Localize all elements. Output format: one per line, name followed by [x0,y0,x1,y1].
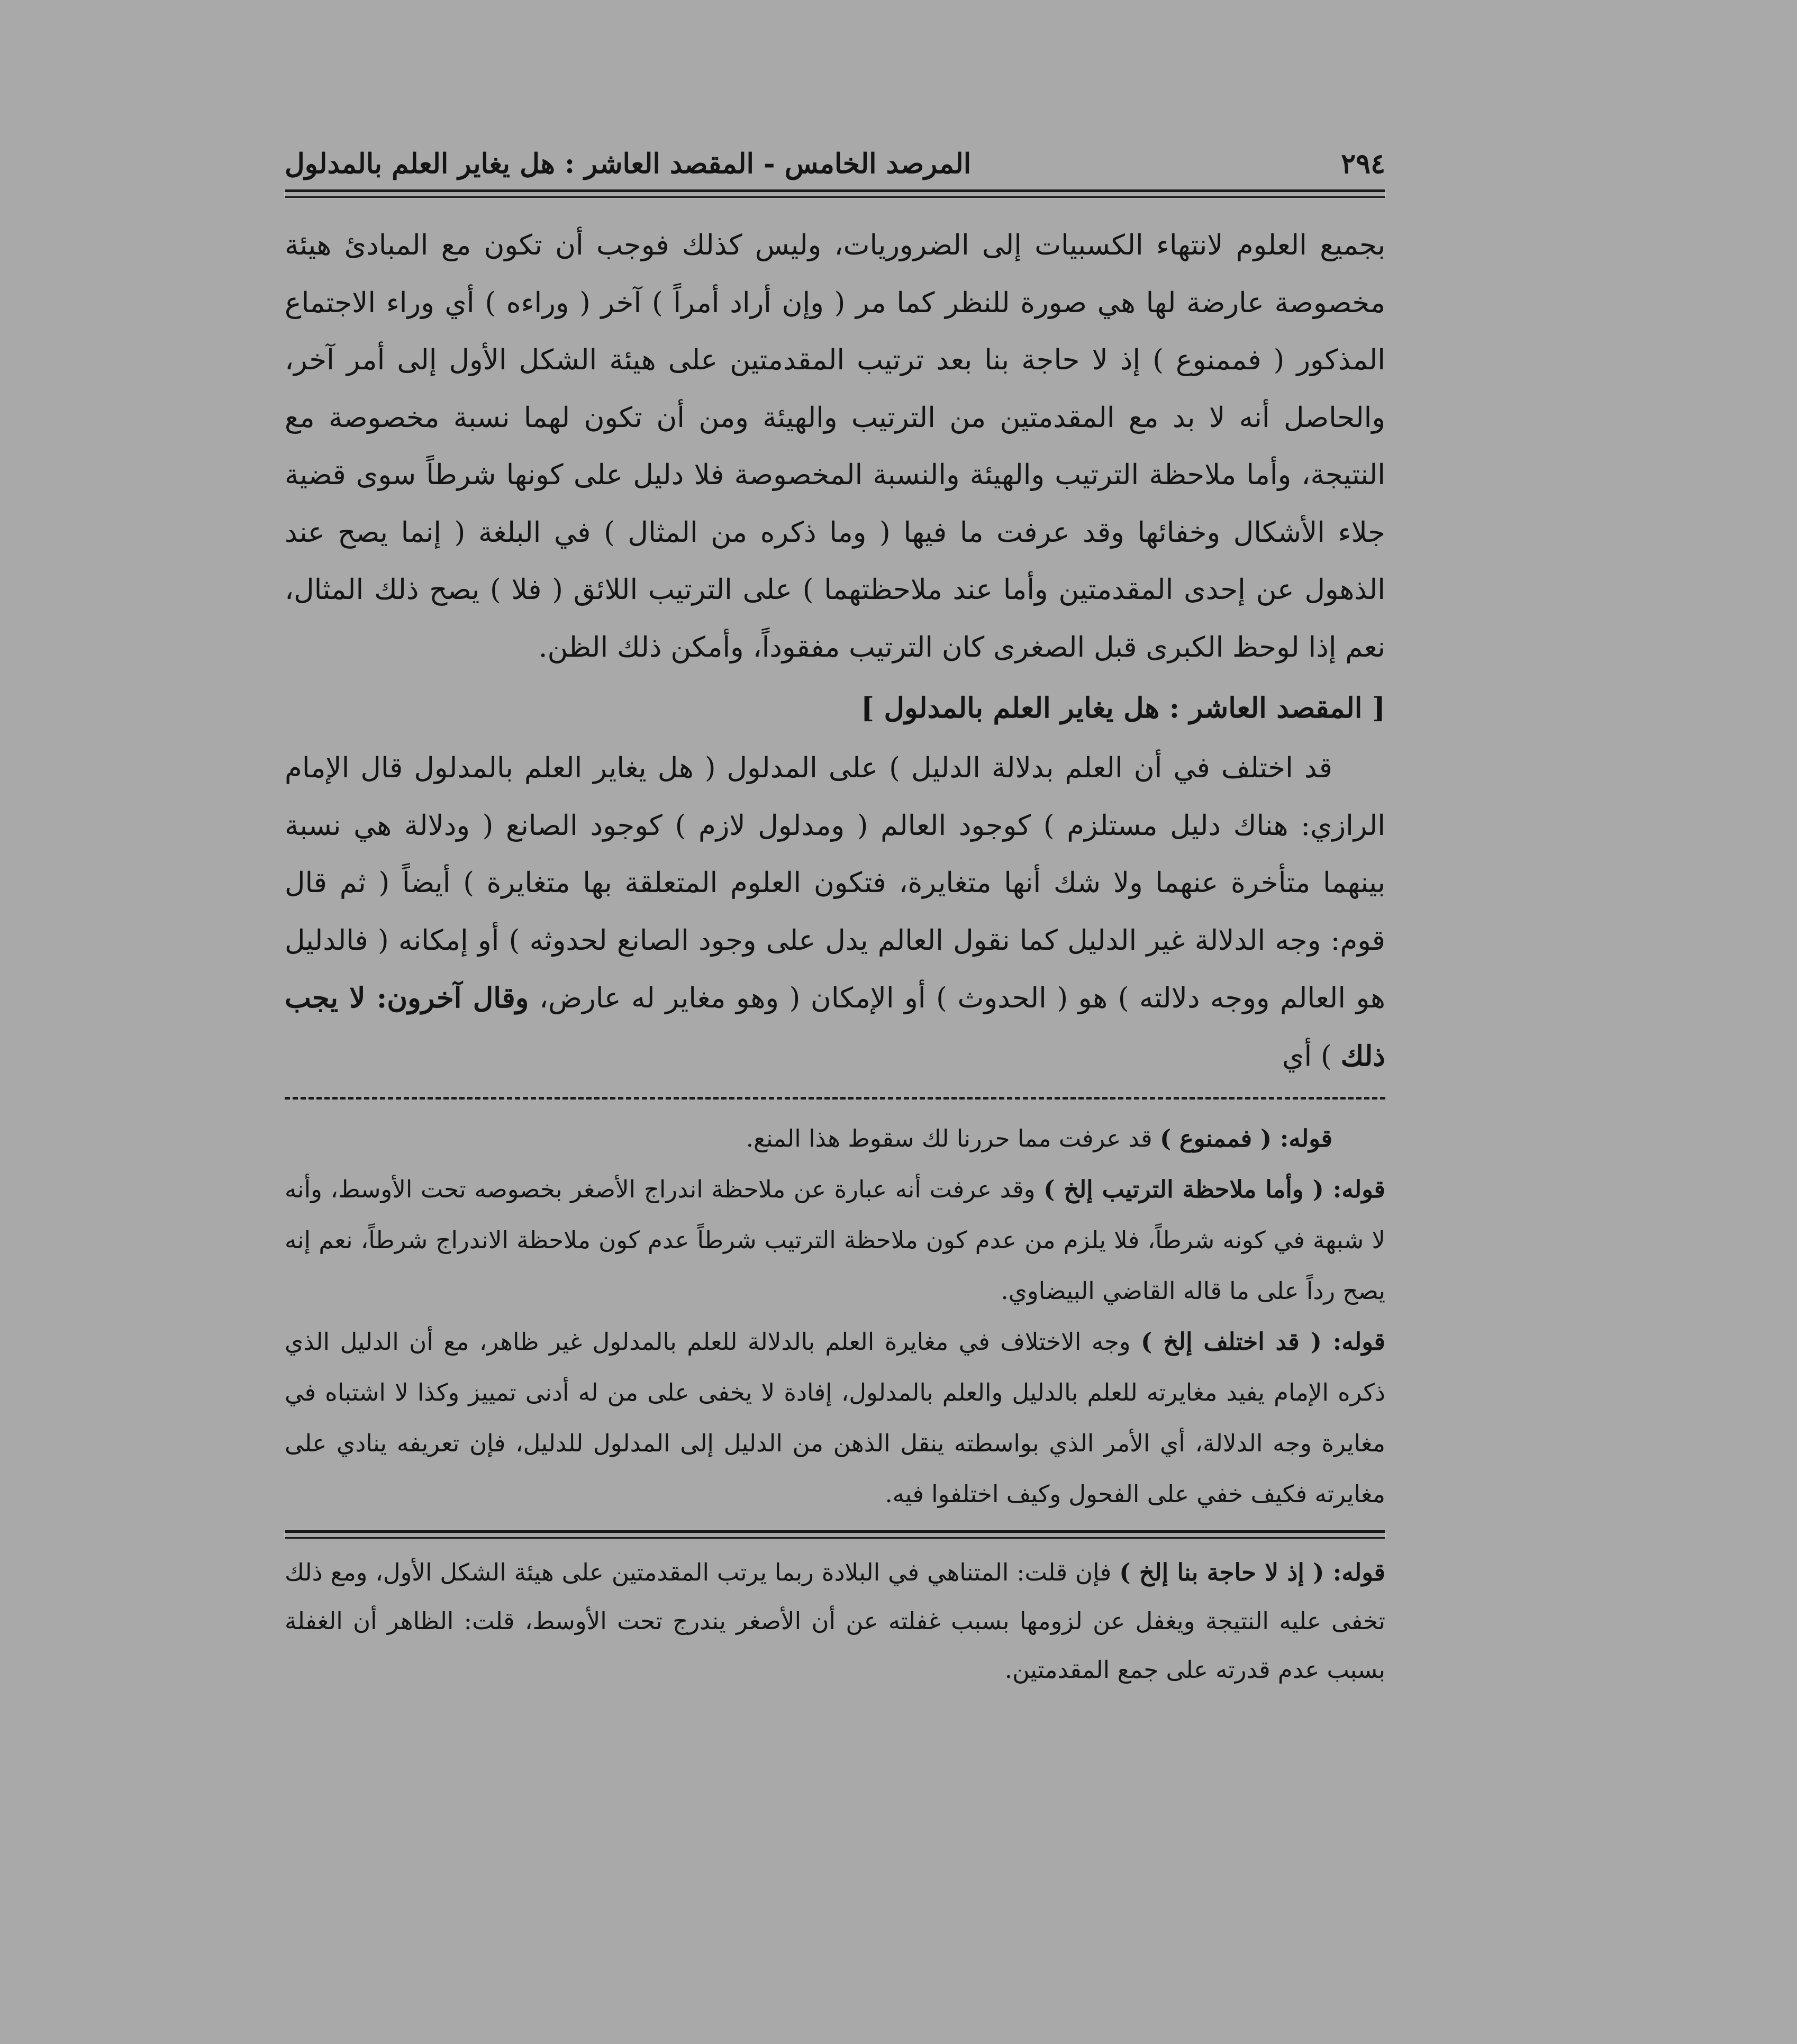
main-text [285,217,1385,1085]
header-rule [285,189,1385,198]
paragraph-text: قد اختلف في أن العلم بدلالة الدليل ) على المدلول ( هل يغاير العلم بالمدلول قال الإمام الرازي: هناك دليل مستلزم ) كوجود العالم ( ومدلول لازم ) كوجود الصانع ( ودلالة هي نسبة بينهما متأخرة عنهما ولا شك أنها متغايرة، فتكون العلوم المتعلقة بها متغايرة ) أيضاً ( ثم قال قوم: وجه الدلالة غير الدليل كما نقول العالم يدل على وجود الصانع لحدوثه ) أو إمكانه ( فالدليل هو العالم ووجه دلالته ) هو ( الحدوث ) أو الإمكان ( وهو مغاير له عارض، [285,752,1386,1014]
note-lead: قوله: ( فممنوع ) [1159,1124,1332,1152]
note-item [285,1316,1385,1520]
note-text: وقد عرفت أنه عبارة عن ملاحظة اندراج الأصغر بخصوصه تحت الأوسط، وأنه لا شبهة في كونه شرطاً، فلا يلزم من عدم كون ملاحظة الترتيب شرطاً عدم كون ملاحظة الاندراج شرطاً، نعم إنه يصح رداً على ما قاله القاضي البيضاوي. [285,1175,1385,1305]
note-item [285,1113,1385,1164]
note-text: قد عرفت مما حررنا لك سقوط هذا المنع. [746,1124,1160,1152]
bottom-note-item [285,1548,1385,1694]
section-heading: [ المقصد العاشر : هل يغاير العلم بالمدلول ] [860,692,1385,724]
page-number: ٢٩٤ [1341,148,1385,180]
note-lead: قوله: ( إذ لا حاجة بنا إلخ ) [1119,1558,1385,1586]
page-header [285,143,1385,185]
note-lead: قوله: ( قد اختلف إلخ ) [1141,1328,1385,1356]
paragraph-bold-phrase: وقال آخرون: لا يجب ذلك [285,982,1385,1073]
note-text: فإن قلت: المتناهي في البلادة ربما يرتب المقدمتين على هيئة الشكل الأول، ومع ذلك تخفى عليه النتيجة ويغفل عن لزومها بسبب غفلته عن أن الأصغر يندرج تحت الأوسط، قلت: الظاهر أن الغفلة بسبب عدم قدرته على جمع المقدمتين. [285,1558,1385,1684]
note-lead: قوله: ( وأما ملاحظة الترتيب إلخ ) [1043,1175,1385,1203]
paragraph-text-tail: ) أي [1282,1040,1341,1073]
running-title: المرصد الخامس - المقصد العاشر : هل يغاير العلم بالمدلول [285,148,972,180]
commentary-notes [285,1113,1385,1520]
bottom-notes [285,1548,1385,1694]
bottom-rule [285,1530,1385,1539]
paragraph-section-body [285,740,1385,1085]
note-item [285,1164,1385,1316]
note-text: وجه الاختلاف في مغايرة العلم بالدلالة للعلم بالمدلول غير ظاهر، مع أن الدليل الذي ذكره الإمام يفيد مغايرته للعلم بالدليل والعلم بالمدلول، إفادة لا يخفى على من له أدنى تمييز وكذا لا اشتباه في مغايرة وجه الدلالة، أي الأمر الذي بواسطته ينقل الذهن من الدليل إلى المدلول للدليل، فإن تعريفه ينادي على مغايرته فكيف خفي على الفحول وكيف اختلفوا فيه. [285,1328,1385,1508]
paragraph-continued: بجميع العلوم لانتهاء الكسبيات إلى الضروريات، وليس كذلك فوجب أن تكون مع المبادئ هيئة مخصوصة عارضة لها هي صورة للنظر كما مر ( وإن أراد أمراً ) آخر ( وراءه ) أي وراء الاجتماع المذكور ( فممنوع ) إذ لا حاجة بنا بعد ترتيب المقدمتين على هيئة الشكل الأول إلى أمر آخر، والحاصل أنه لا بد مع المقدمتين من الترتيب والهيئة ومن أن تكون لهما نسبة مخصوصة مع النتيجة، وأما ملاحظة الترتيب والهيئة والنسبة المخصوصة فلا دليل على كونها شرطاً سوى قضية جلاء الأشكال وخفائها وقد عرفت ما فيها ( وما ذكره من المثال ) في البلغة ( إنما يصح عند الذهول عن إحدى المقدمتين وأما عند ملاحظتهما ) على الترتيب اللائق ( فلا ) يصح ذلك المثال، نعم إذا لوحظ الكبرى قبل الصغرى كان الترتيب مفقوداً، وأمكن ذلك الظن. [285,229,1385,664]
book-page [285,143,1385,1694]
footnote-separator [285,1097,1385,1100]
